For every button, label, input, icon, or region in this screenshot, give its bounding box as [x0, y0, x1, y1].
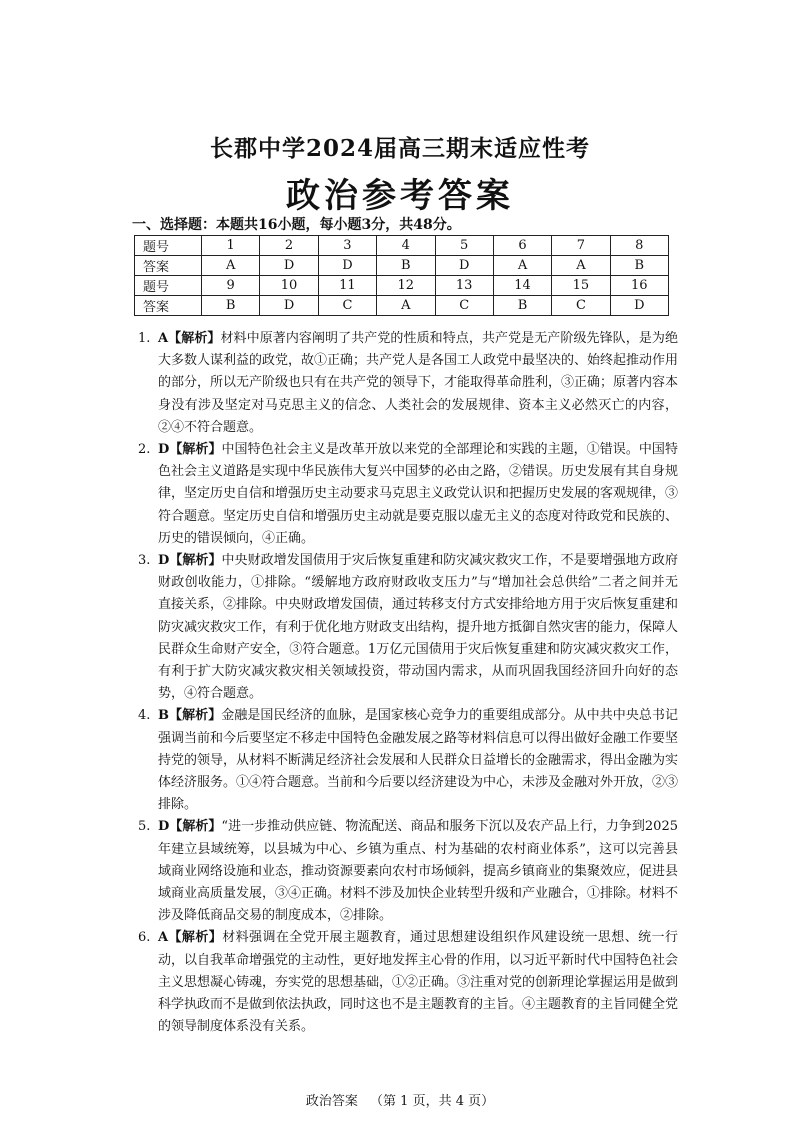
answer-table-cell: D — [318, 256, 376, 276]
answer-table-cell: 15 — [552, 276, 610, 296]
explanation-number: 6. — [138, 930, 151, 946]
explanation-number: 3. — [138, 553, 151, 569]
answer-table-row — [135, 296, 669, 316]
answer-table-cell: 6 — [493, 236, 551, 256]
answer-table-cell: B — [610, 256, 668, 276]
answer-table-cell: 11 — [318, 276, 376, 296]
explanation-tag: 【解析】 — [168, 331, 221, 346]
answer-table-cell: 13 — [435, 276, 493, 296]
answer-table-row — [135, 276, 669, 296]
answer-table-cell: D — [435, 256, 493, 276]
explanation-item — [138, 816, 678, 927]
school-title: 长郡中学2024届高三期末适应性考 — [209, 135, 590, 162]
explanation-tag: 【解析】 — [169, 553, 222, 569]
answer-table-cell: 9 — [202, 276, 260, 296]
explanation-item — [138, 550, 678, 705]
answer-table-row — [135, 256, 669, 276]
answer-table-cell: A — [552, 256, 610, 276]
explanation-tag: 【解析】 — [169, 442, 222, 458]
answer-table-row-label: 题号 — [135, 236, 202, 256]
answer-table-row-label: 题号 — [135, 276, 202, 296]
footer-page-info: （第 1 页，共 4 页） — [370, 1094, 495, 1109]
answer-table-cell: C — [318, 296, 376, 316]
answer-table-cell: A — [202, 256, 260, 276]
explanation-answer: A — [158, 331, 169, 346]
answer-table-cell: D — [260, 256, 318, 276]
explanation-item — [138, 439, 678, 550]
explanation-answer: D — [158, 819, 170, 835]
answer-table-cell: 3 — [318, 236, 376, 256]
answer-table-cell: 14 — [493, 276, 551, 296]
explanation-item — [138, 705, 678, 816]
answer-table — [134, 235, 669, 316]
answer-table-cell: A — [377, 296, 435, 316]
explanation-tag: 【解析】 — [169, 708, 222, 724]
answer-table-cell: 10 — [260, 276, 318, 296]
answer-table-cell: D — [610, 296, 668, 316]
answer-table-cell: B — [493, 296, 551, 316]
explanation-text: 材料强调在全党开展主题教育，通过思想建设组织作风建设统一思想、统一行动，以自我革命增强党的主动性，更好地发挥主心骨的作用，以习近平新时代中国特色社会主义思想凝心铸魂，夯实党的思想基础，①②正确。③注重对党的创新理论掌握运用是做到科学执政而不是做到依法执政，同时这也不是主题教育的主旨。④主题教育的主旨同健全党的领导制度体系没有关系。 — [158, 930, 679, 1035]
answer-table-cell: 5 — [435, 236, 493, 256]
explanation-text: 中央财政增发国债用于灾后恢复重建和防灾减灾救灾工作，不是要增强地方政府财政创收能力，①排除。“缓解地方政府财政收支压力”与“增加社会总供给”二者之间并无直接关系，②排除。中央财政增发国债，通过转移支付方式安排给地方用于灾后恢复重建和防灾减灾救灾工作，有利于优化地方财政支出结构，提升地方抵御自然灾害的能力，保障人民群众生命财产安全，③符合题意。1万亿元国债用于灾后恢复重建和防灾减灾救灾工作，有利于扩大防灾减灾救灾相关领域投资，带动国内需求，从而巩固我国经济回升向好的态势，④符合题意。 — [158, 553, 679, 702]
explanation-number: 2. — [138, 442, 151, 458]
explanation-text: 金融是国民经济的血脉，是国家核心竞争力的重要组成部分。从中共中央总书记强调当前和今后要坚定不移走中国特色金融发展之路等材料信息可以得出做好金融工作要坚持党的领导，从材料不断满足经济社会发展和人民群众日益增长的金融需求，得出金融为实体经济服务。①④符合题意。当前和今后要以经济建设为中心，未涉及金融对外开放，②③排除。 — [158, 708, 679, 813]
answer-table-cell: A — [493, 256, 551, 276]
explanation-number: 5. — [138, 819, 151, 835]
answer-table-row-label: 答案 — [135, 256, 202, 276]
answer-table-cell: 7 — [552, 236, 610, 256]
answer-table-row-label: 答案 — [135, 296, 202, 316]
explanation-answer: B — [158, 708, 169, 724]
explanation-text: 材料中原著内容阐明了共产党的性质和特点，共产党是无产阶级先锋队，是为绝大多数人谋利益的政党，故①正确；共产党人是各国工人政党中最坚决的、始终起推动作用的部分，所以无产阶级也只有在共产党的领导下，才能取得革命胜利，③正确；原著内容本身没有涉及坚定对马克思主义的信念、人类社会的发展规律、资本主义必然灭亡的内容，②④不符合题意。 — [158, 331, 679, 435]
answer-table-cell: C — [435, 296, 493, 316]
section-heading: 一、选择题：本题共16小题，每小题3分，共48分。 — [132, 217, 461, 233]
answer-table-cell: B — [202, 296, 260, 316]
explanation-item — [138, 328, 678, 439]
explanation-tag: 【解析】 — [169, 819, 222, 835]
page-footer — [0, 1090, 800, 1109]
explanations-list — [138, 328, 678, 1039]
explanation-text: “进一步推动供应链、物流配送、商品和服务下沉以及农产品上行，力争到2025年建立县域统筹，以县城为中心、乡镇为重点、村为基础的农村商业体系”，这可以完善县域商业网络设施和业态，推动资源要素向农村市场倾斜，提高乡镇商业的集聚效应，促进县域商业高质量发展，③④正确。材料不涉及加快企业转型升级和产业融合，①排除。材料不涉及降低商品交易的制度成本，②排除。 — [158, 819, 679, 924]
document-title: 政治参考答案 — [286, 176, 514, 216]
answer-table-cell: D — [260, 296, 318, 316]
explanation-number: 4. — [138, 708, 151, 724]
explanation-answer: D — [158, 442, 170, 458]
answer-table-cell: B — [377, 256, 435, 276]
answer-table-cell: 4 — [377, 236, 435, 256]
answer-table-cell: C — [552, 296, 610, 316]
footer-label: 政治答案 — [305, 1094, 358, 1109]
explanation-answer: D — [158, 553, 170, 569]
answer-table-cell: 16 — [610, 276, 668, 296]
explanation-item — [138, 927, 678, 1038]
answer-table-cell: 2 — [260, 236, 318, 256]
explanation-answer: A — [158, 930, 169, 946]
explanation-text: 中国特色社会主义是改革开放以来党的全部理论和实践的主题，①错误。中国特色社会主义道路是实现中华民族伟大复兴中国梦的必由之路，②错误。历史发展有其自身规律，坚定历史自信和增强历史主动要求马克思主义政党认识和把握历史发展的客观规律，③符合题意。坚定历史自信和增强历史主动就是要克服以虚无主义的态度对待政党和民族的、历史的错误倾向，④正确。 — [158, 442, 679, 546]
answer-table-cell: 1 — [202, 236, 260, 256]
answer-table-cell: 8 — [610, 236, 668, 256]
explanation-tag: 【解析】 — [168, 930, 223, 946]
answer-table-row — [135, 236, 669, 256]
explanation-number: 1. — [138, 331, 151, 346]
answer-table-cell: 12 — [377, 276, 435, 296]
